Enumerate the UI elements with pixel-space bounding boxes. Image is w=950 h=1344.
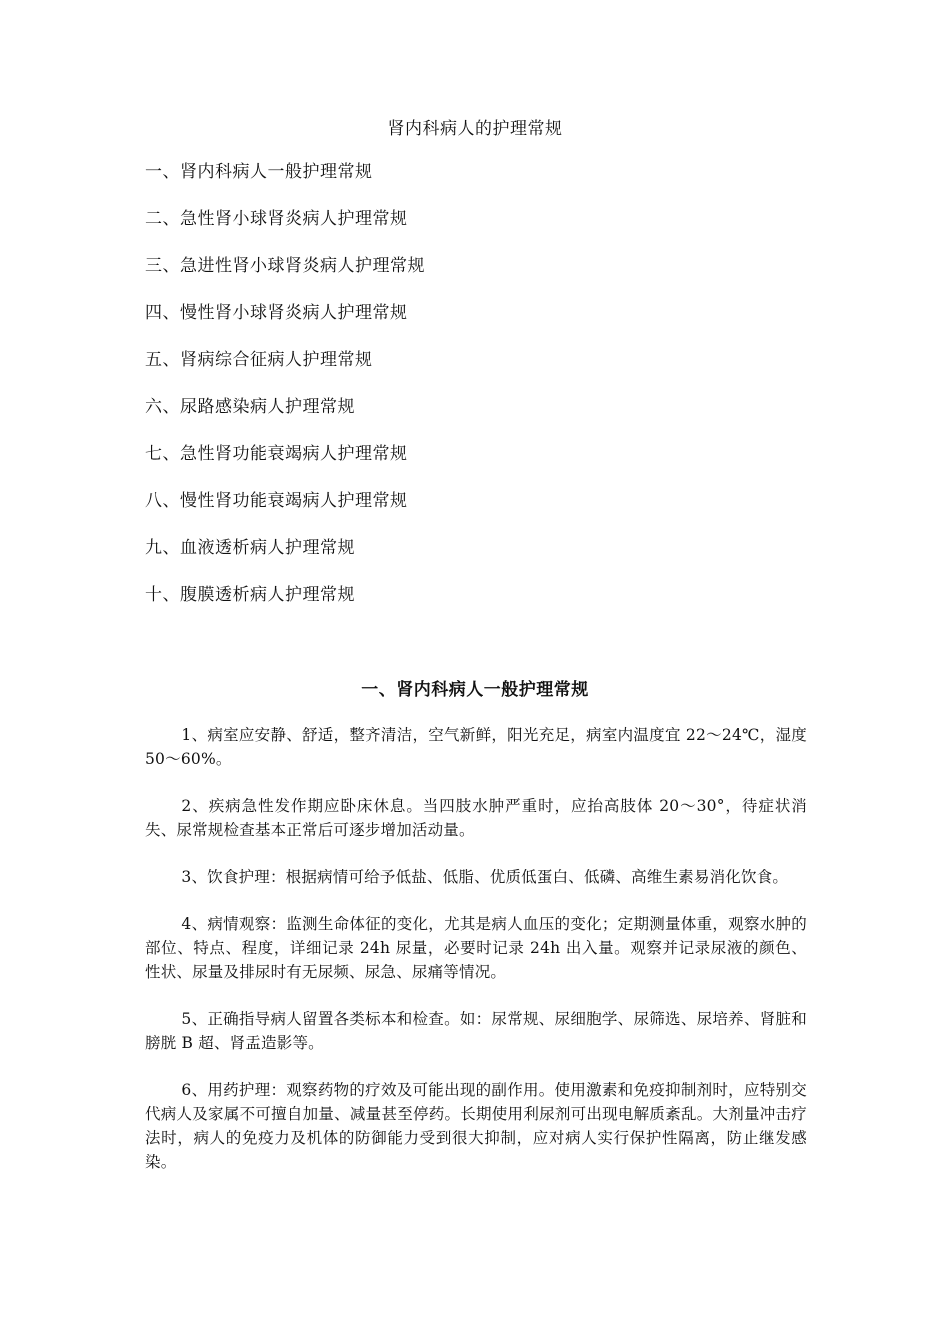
toc-item: 二、急性肾小球肾炎病人护理常规 — [145, 209, 408, 229]
toc-item: 五、肾病综合征病人护理常规 — [145, 350, 373, 370]
paragraph: 3、饮食护理：根据病情可给予低盐、低脂、优质低蛋白、低磷、高维生素易消化饮食。 — [181, 868, 789, 886]
toc-item: 十、腹膜透析病人护理常规 — [145, 585, 355, 605]
paragraph: 2、疾病急性发作期应卧床休息。当四肢水肿严重时，应抬高肢体 20～30°，待症状消失、尿常规检查基本正常后可逐步增加活动量。 — [145, 797, 807, 839]
paragraph: 4、病情观察：监测生命体征的变化，尤其是病人血压的变化；定期测量体重，观察水肿的部位、特点、程度，详细记录 24h 尿量，必要时记录 24h 出入量。观察并记录尿液的颜色、性状、尿量及排尿时有无尿频、尿急、尿痛等情况。 — [145, 915, 807, 981]
paragraph: 1、病室应安静、舒适，整齐清洁，空气新鲜，阳光充足，病室内温度宜 22～24℃，湿度 50～60%。 — [145, 726, 807, 768]
section-body — [145, 723, 807, 1197]
toc-item: 八、慢性肾功能衰竭病人护理常规 — [145, 491, 408, 511]
toc-item: 六、尿路感染病人护理常规 — [145, 397, 355, 417]
section-heading: 一、肾内科病人一般护理常规 — [361, 680, 589, 700]
paragraph: 5、正确指导病人留置各类标本和检查。如：尿常规、尿细胞学、尿筛选、尿培养、肾脏和膀胱 B 超、肾盂造影等。 — [145, 1010, 807, 1052]
paragraph: 6、用药护理：观察药物的疗效及可能出现的副作用。使用激素和免疫抑制剂时，应特别交代病人及家属不可擅自加量、减量甚至停药。长期使用利尿剂可出现电解质紊乱。大剂量冲击疗法时，病人的免疫力及机体的防御能力受到很大抑制，应对病人实行保护性隔离，防止继发感染。 — [145, 1081, 807, 1171]
toc-item: 四、慢性肾小球肾炎病人护理常规 — [145, 303, 408, 323]
toc-item: 三、急进性肾小球肾炎病人护理常规 — [145, 256, 425, 276]
toc-item: 一、肾内科病人一般护理常规 — [145, 162, 373, 182]
document-title: 肾内科病人的护理常规 — [387, 119, 563, 139]
toc-item: 九、血液透析病人护理常规 — [145, 538, 355, 558]
table-of-contents — [145, 160, 425, 630]
toc-item: 七、急性肾功能衰竭病人护理常规 — [145, 444, 408, 464]
